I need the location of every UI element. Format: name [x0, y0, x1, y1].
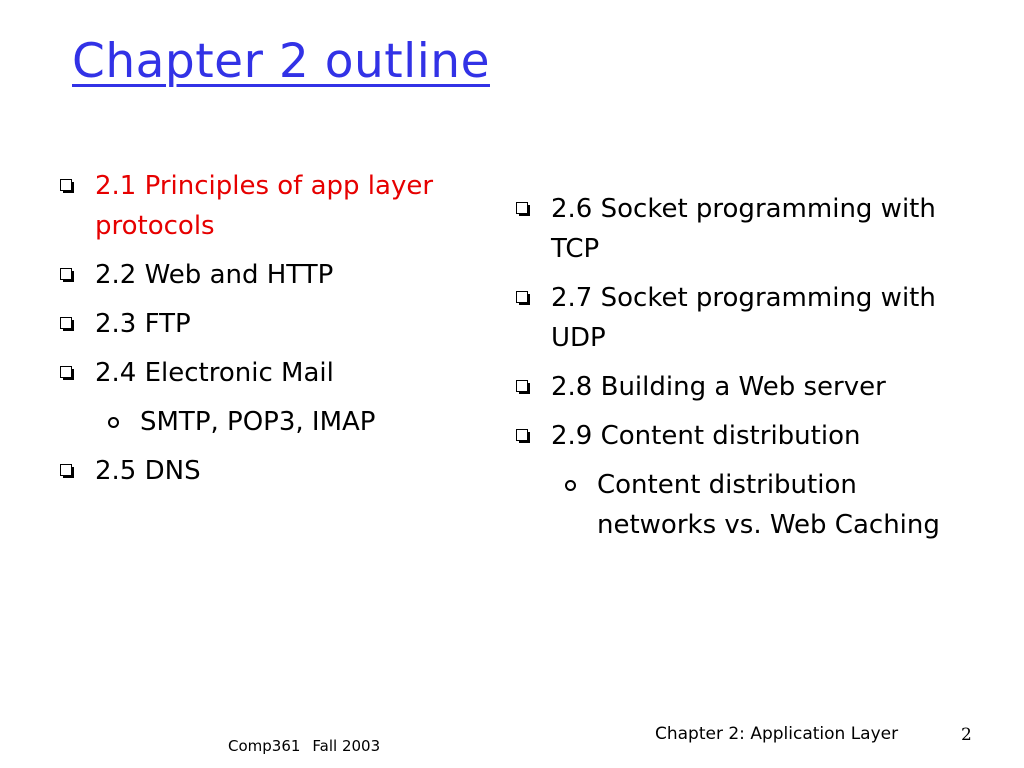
- checkbox-bullet-icon: [60, 464, 72, 476]
- footer-course-info: [228, 737, 380, 755]
- outline-subitem-text: SMTP, POP3, IMAP: [140, 407, 376, 437]
- checkbox-bullet-icon: [516, 291, 528, 303]
- checkbox-bullet-icon: [60, 179, 72, 191]
- outline-item-text: 2.8 Building a Web server: [551, 372, 886, 402]
- left-outline-list: [60, 166, 480, 500]
- outline-subitem-cdn: [562, 465, 976, 545]
- footer-term: Fall 2003: [312, 737, 381, 755]
- outline-item-2-4: [60, 353, 480, 393]
- slide-title: Chapter 2 outline: [72, 34, 490, 89]
- outline-item-2-8: [516, 367, 976, 407]
- checkbox-bullet-icon: [60, 268, 72, 280]
- outline-item-text: 2.9 Content distribution: [551, 421, 861, 451]
- outline-item-2-6: [516, 189, 976, 269]
- outline-item-text: 2.1 Principles of app layer protocols: [95, 171, 434, 241]
- outline-item-text: 2.5 DNS: [95, 456, 201, 486]
- outline-item-text: 2.7 Socket programming with UDP: [551, 283, 936, 353]
- outline-item-text: 2.3 FTP: [95, 309, 191, 339]
- outline-item-2-9: [516, 416, 976, 456]
- outline-item-text: 2.2 Web and HTTP: [95, 260, 334, 290]
- outline-item-2-7: [516, 278, 976, 358]
- checkbox-bullet-icon: [516, 380, 528, 392]
- circle-bullet-icon: [565, 480, 576, 491]
- checkbox-bullet-icon: [60, 366, 72, 378]
- footer-chapter: Chapter 2: Application Layer: [655, 724, 899, 744]
- outline-subitem-mail-protocols: [105, 402, 480, 442]
- outline-item-2-1: [60, 166, 480, 246]
- outline-item-2-3: [60, 304, 480, 344]
- checkbox-bullet-icon: [516, 202, 528, 214]
- outline-item-2-5: [60, 451, 480, 491]
- right-outline-list: [516, 189, 976, 554]
- outline-item-text: 2.6 Socket programming with TCP: [551, 194, 936, 264]
- page-number: 2: [961, 725, 972, 745]
- checkbox-bullet-icon: [60, 317, 72, 329]
- outline-item-text: 2.4 Electronic Mail: [95, 358, 334, 388]
- outline-item-2-2: [60, 255, 480, 295]
- checkbox-bullet-icon: [516, 429, 528, 441]
- circle-bullet-icon: [108, 417, 119, 428]
- footer-course: Comp361: [228, 737, 301, 755]
- outline-subitem-text: Content distribution networks vs. Web Caching: [597, 470, 940, 540]
